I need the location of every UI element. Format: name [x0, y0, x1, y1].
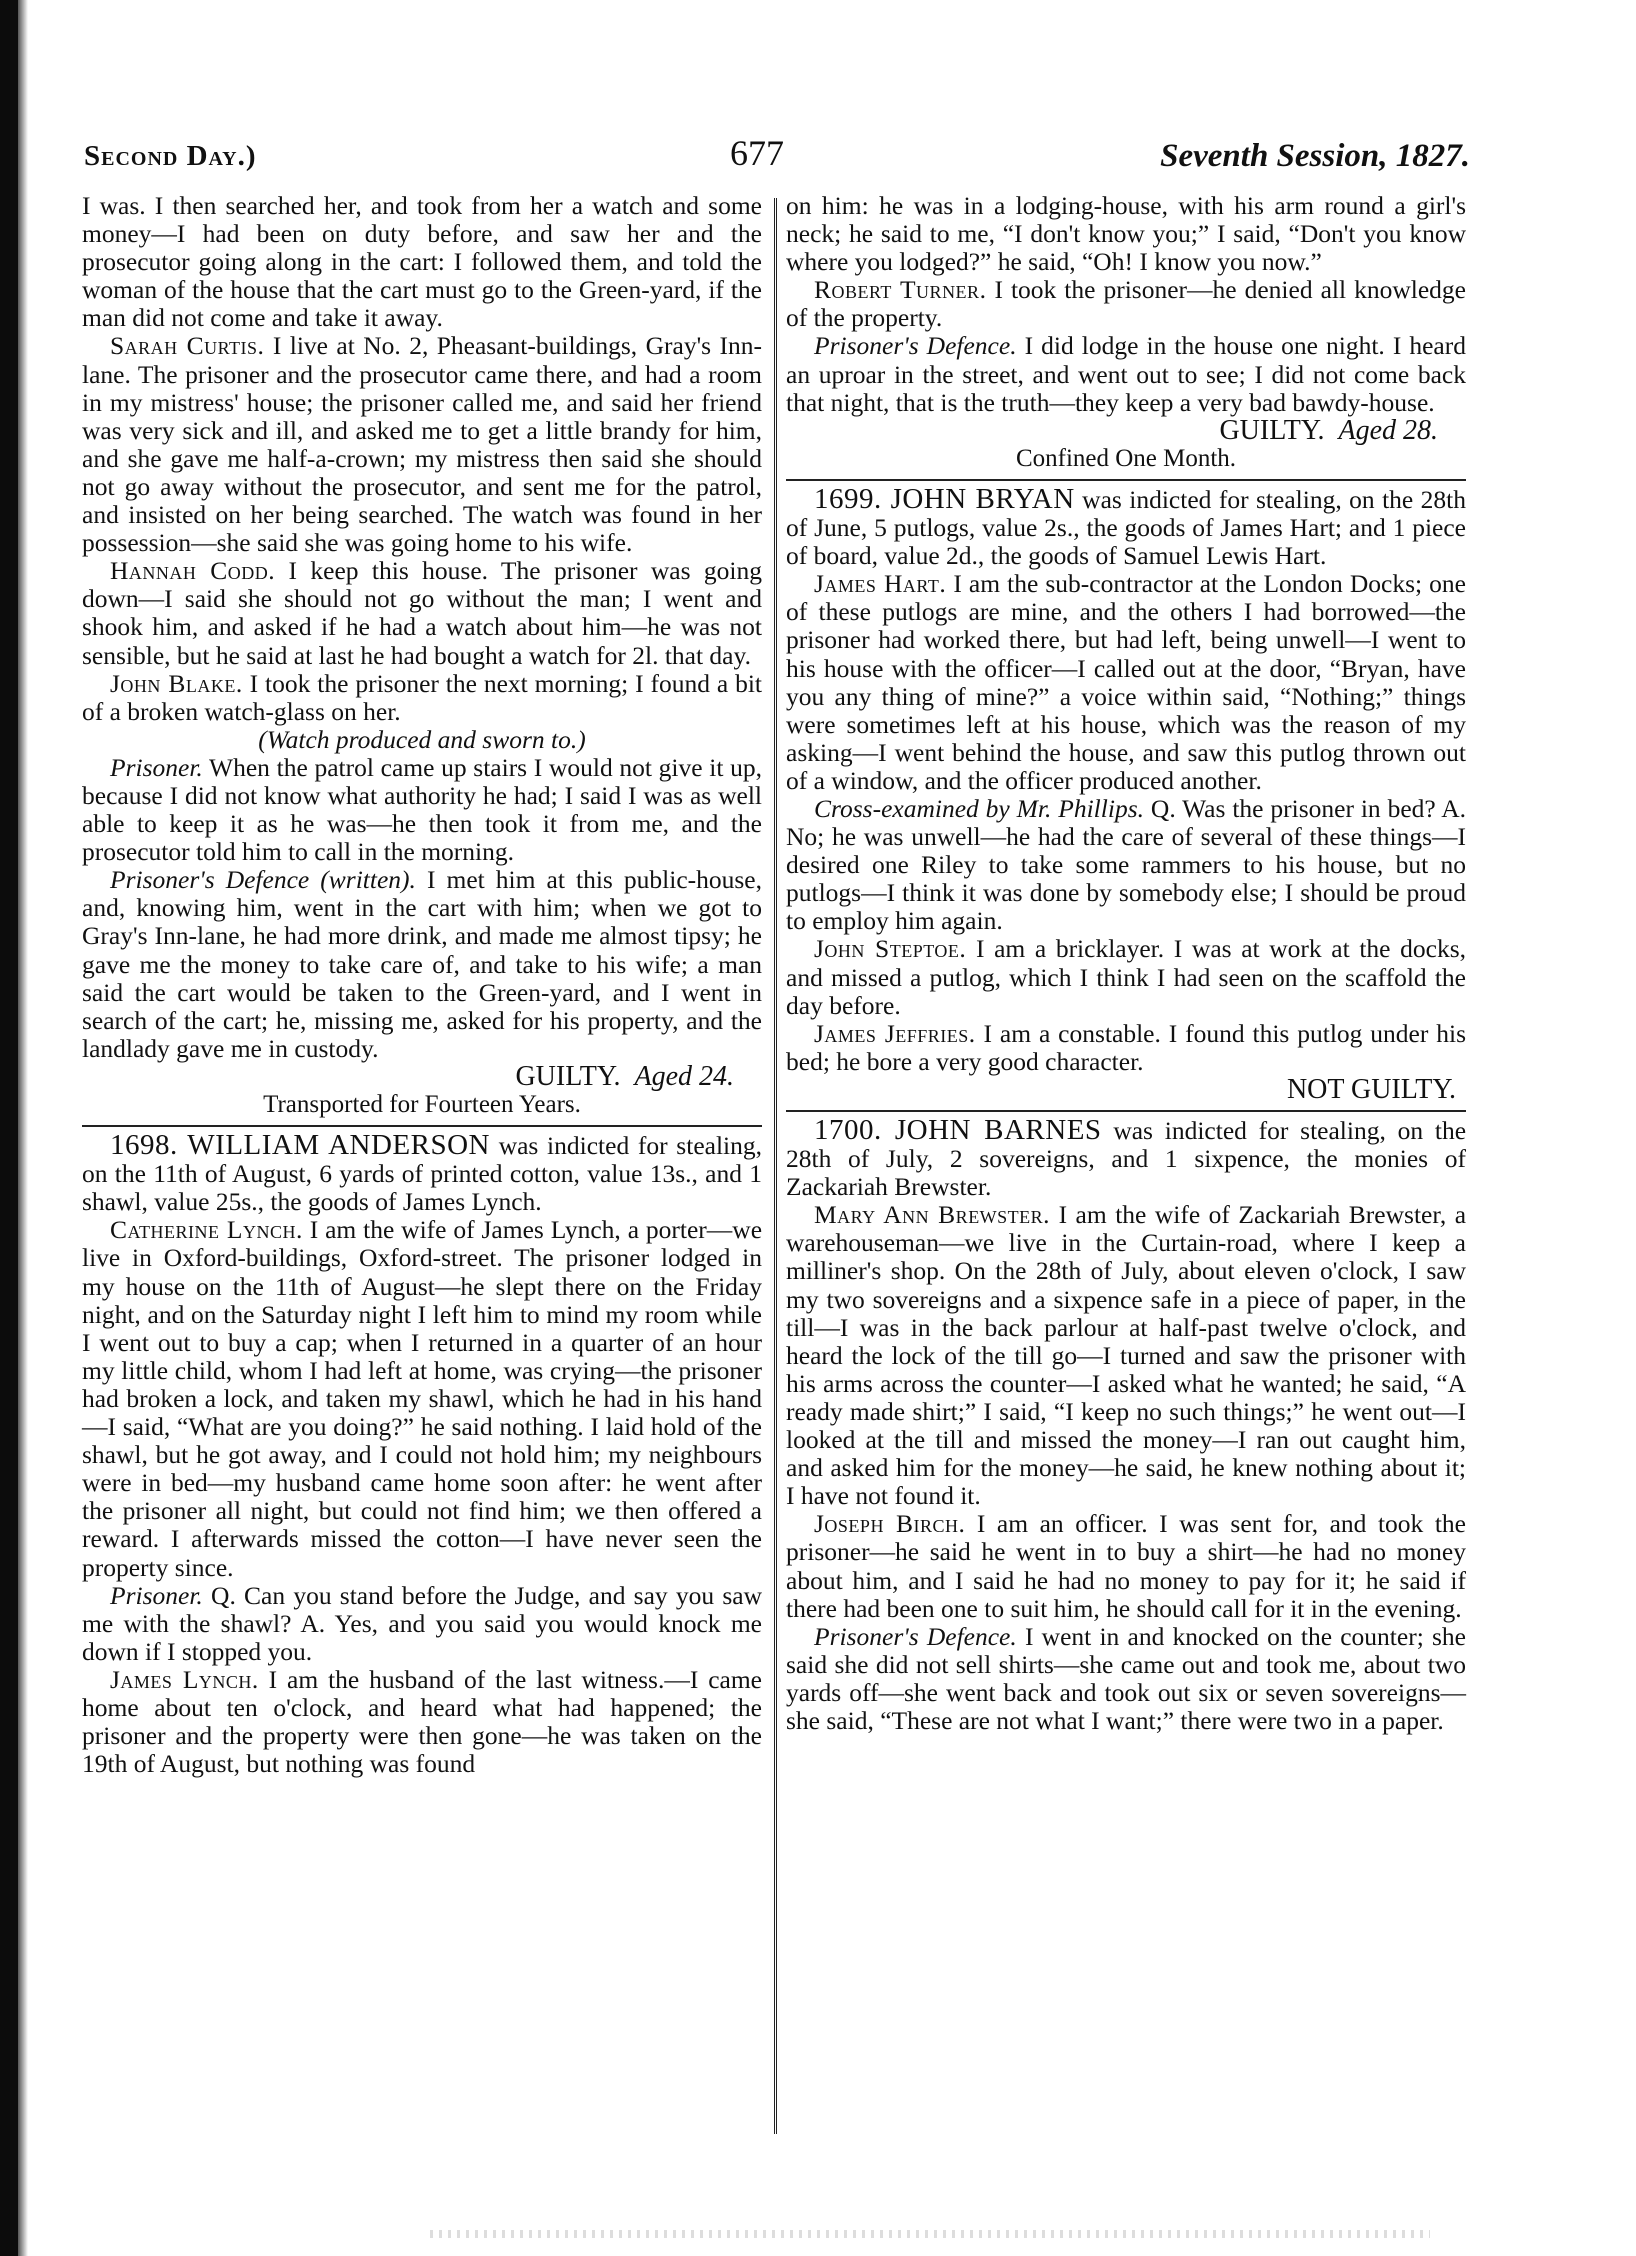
statement-text: Q. Can you stand before the Judge, and say you saw me with the shawl? A. Yes, and you said you would knock me down if I stopped you. — [82, 1580, 762, 1666]
running-head-session: Seventh Session, 1827. — [1160, 138, 1470, 174]
case-number-name: 1698. WILLIAM ANDERSON — [110, 1129, 490, 1162]
case-1699-heading — [786, 482, 1466, 571]
age-text: Aged 24. — [634, 1060, 734, 1092]
exhibit-note: (Watch produced and sworn to.) — [258, 724, 586, 754]
case-separator — [82, 1125, 762, 1127]
case-number-name: 1699. JOHN BRYAN — [814, 482, 1075, 515]
testimony-text: I keep this house. The prisoner was going down—I said she should not go without the man; I went and shook him, and asked if he had a watch about him—he was not sensible, but he said at last he had bought a watch for 2l. that day. — [82, 556, 762, 670]
prisoner-defence — [786, 332, 1466, 416]
defence-text: I went in and knocked on the counter; she said she did not sell shirts—she came out and took me, about two yards off—she went back and took out six or seven sovereigns—she said, “These are not what I want;” there were two in a paper. — [786, 1621, 1466, 1735]
case-separator — [786, 1110, 1466, 1112]
speaker-label: Prisoner's Defence (written). — [110, 865, 416, 895]
witness-name: James Jeffries. — [814, 1018, 976, 1048]
testimony-catherine-lynch — [82, 1216, 762, 1581]
prisoner-statement — [82, 754, 762, 866]
testimony-sarah-curtis — [82, 332, 762, 557]
sentence-text: Transported for Fourteen Years. — [263, 1091, 581, 1118]
age-text: Aged 28. — [1338, 414, 1438, 446]
witness-name: John Steptoe. — [814, 934, 967, 964]
testimony-text: I am the sub-contractor at the London Docks; one of these putlogs are mine, and the others I had borrowed—the prisoner had worked there, but had left, being unwell—I went to his house with the officer—I called out at the door, “Bryan, have you any thing of mine?” a voice within said, “Nothing;” things were sometimes left at his house, which was the reason of my asking—I went behind the house, and saw this putlog thrown out of a window, and the officer produced another. — [786, 569, 1467, 795]
running-head — [70, 126, 1470, 176]
right-column — [786, 192, 1466, 1735]
speaker-label: Prisoner. — [110, 752, 203, 782]
sentence-text: Confined One Month. — [1015, 444, 1237, 472]
speaker-label: Prisoner's Defence. — [814, 1621, 1017, 1651]
book-spine-shadow — [0, 0, 18, 2256]
testimony-james-jeffries — [786, 1020, 1466, 1076]
testimony-text: I took the prisoner the next morning; I found a bit of a broken watch-glass on her. — [82, 668, 763, 726]
testimony-text: I am the wife of James Lynch, a porter—we live in Oxford-buildings, Oxford-street. The prisoner lodged in my house on the 11th of August—he slept there on the Friday night, and on the Saturday night I left him to mind my room while I went out to buy a cap; when I returned in a quarter of an hour my little child, whom I had left at home, was crying—the prisoner had broken a lock, and taken my shawl, which he had in his hand—I said, “What are you doing?” he said nothing. I laid hold of the shawl, but he got away, and I could not hold him; my neighbours were in bed—my husband came home soon after: he went after the prisoner all night, but could not find him; we then offered a reward. I afterwards missed the cotton—I have never seen the property since. — [82, 1215, 763, 1582]
speaker-label: Cross-examined by Mr. Phillips. — [814, 793, 1144, 823]
verdict-guilty — [786, 414, 1466, 446]
speaker-label: Prisoner's Defence. — [814, 331, 1017, 361]
case-1700-heading — [786, 1116, 1466, 1201]
witness-name: John Blake. — [110, 668, 243, 698]
testimony-robert-turner — [786, 276, 1466, 332]
verdict-text: GUILTY. — [1219, 414, 1325, 446]
testimony-joseph-birch — [786, 1510, 1466, 1622]
verdict-not-guilty: NOT GUILTY. — [1286, 1073, 1456, 1105]
testimony-text: I live at No. 2, Pheasant-buildings, Gray's Inn-lane. The prisoner and the prosecutor came there, and had a room in my mistress' house; the prisoner called me, and said her friend was very sick and ill, and asked me to get a little brandy for him, and she gave me half-a-crown; my mistress then said she should not go away without the prosecutor, and sent me for the patrol, and insisted on her being searched. The watch was found in her possession—she said she was going home to his wife. — [82, 331, 762, 558]
column-divider — [774, 198, 777, 2134]
testimony-john-blake — [82, 670, 762, 726]
testimony-james-lynch — [82, 1666, 762, 1778]
testimony-hannah-codd — [82, 557, 762, 669]
testimony-james-hart — [786, 570, 1466, 795]
indictment-text: was indicted for stealing, on the 28th of July, 2 sovereigns, and 1 sixpence, the monies of Zackariah Brewster. — [786, 1116, 1467, 1202]
witness-name: Mary Ann Brewster. — [814, 1200, 1051, 1230]
indictment-text: was indicted for stealing, on the 11th of August, 6 yards of printed cotton, value 13s., and 1 shawl, value 25s., the goods of James Lynch. — [82, 1131, 762, 1217]
defence-text: I did lodge in the house one night. I heard an uproar in the street, and went out to see; I did not come back that night, that is the truth—they keep a very bad bawdy-house. — [786, 331, 1466, 417]
testimony-mary-ann-brewster — [786, 1201, 1466, 1510]
testimony-text: I am a constable. I found this putlog under his bed; he bore a very good character. — [786, 1018, 1466, 1076]
case-separator — [786, 479, 1466, 481]
testimony-text: I am the husband of the last witness.—I came home about ten o'clock, and heard what had happened; the prisoner and the property were then gone—he was taken on the 19th of August, but nothing was found — [82, 1664, 762, 1779]
indictment-text: was indicted for stealing, on the 28th of June, 5 putlogs, value 2s., the goods of James Hart; and 1 piece of board, value 2d., the goods of Samuel Lewis Hart. — [786, 484, 1466, 571]
page-number: 677 — [730, 133, 784, 173]
testimony-john-steptoe — [786, 935, 1466, 1019]
testimony-text: I am an officer. I was sent for, and took the prisoner—he said he went in to buy a shirt—he had no money about him, and I said he had no money to pay for it; he said if there had been one to suit him, he should call for it in the evening. — [786, 1509, 1466, 1623]
cross-examination — [786, 795, 1466, 935]
prisoner-defence — [82, 866, 762, 1063]
paragraph: I was. I then searched her, and took from her a watch and some money—I had been on duty before, and saw her and the prosecutor going along in the cart: I followed them, and told the woman of the house that the cart must go to the Green-yard, if the man did not come and take it away. — [82, 191, 762, 333]
witness-name: James Hart. — [814, 569, 947, 599]
case-number-name: 1700. JOHN BARNES — [814, 1114, 1102, 1146]
statement-text: When the patrol came up stairs I would not give it up, because I did not know what authority he had; I said I was as well able to keep it as he was—he then took it from me, and the prosecutor told him to call in the morning. — [82, 752, 762, 867]
verdict-text: GUILTY. — [515, 1060, 621, 1092]
speaker-label: Prisoner. — [110, 1580, 203, 1610]
prisoner-question — [82, 1582, 762, 1666]
witness-name: James Lynch. — [110, 1664, 259, 1694]
left-column — [82, 192, 762, 1778]
scan-noise — [430, 2230, 1430, 2238]
running-head-day: Second Day.) — [84, 140, 257, 172]
witness-name: Joseph Birch. — [814, 1509, 966, 1539]
testimony-text: I took the prisoner—he denied all knowledge of the property. — [786, 275, 1466, 333]
witness-name: Sarah Curtis. — [110, 331, 265, 361]
witness-name: Hannah Codd. — [110, 556, 276, 586]
testimony-text: I am the wife of Zackariah Brewster, a warehouseman—we live in the Curtain-road, where I keep a milliner's shop. On the 28th of July, about eleven o'clock, I saw my two sovereigns and a sixpence safe in a piece of paper, in the till—I was in the back parlour at half-past twelve o'clock, and heard the lock of the till go—I turned and saw the prisoner with his arms across the counter—I asked what he wanted; he said, “A ready made shirt;” I said, “I keep no such things;” he went out—I looked at the till and missed the money—I ran out caught him, and asked him for the money—he said, he knew nothing about it; I have not found it. — [786, 1200, 1467, 1511]
testimony-text: I am a bricklayer. I was at work at the docks, and missed a putlog, which I think I had seen on the scaffold the day before. — [786, 934, 1466, 1020]
paragraph: on him: he was in a lodging-house, with his arm round a girl's neck; he said to me, “I don't know you;” I said, “Don't you know where you lodged?” he said, “Oh! I know you now.” — [786, 191, 1466, 277]
case-1698-heading — [82, 1131, 762, 1216]
defence-text: I met him at this public-house, and, knowing him, went in the cart with him; when we got to Gray's Inn-lane, he had more drink, and made me almost tipsy; he gave me the money to take care of, and take to his wife; a man said the cart would be taken to the Green-yard, and I went in search of the cart; he, missing me, asked for his property, and the landlady gave me in custody. — [82, 865, 762, 1063]
witness-name: Catherine Lynch. — [110, 1215, 303, 1245]
statement-text: Q. Was the prisoner in bed? A. No; he was unwell—he had the care of several of these things—I desired one Riley to take some rammers to his house, but no putlogs—I think it was done by somebody else; I should be proud to employ him again. — [786, 793, 1466, 936]
witness-name: Robert Turner. — [814, 275, 987, 305]
page-gutter-edge — [18, 0, 28, 2256]
verdict-guilty — [82, 1060, 762, 1092]
prisoner-defence — [786, 1623, 1466, 1735]
